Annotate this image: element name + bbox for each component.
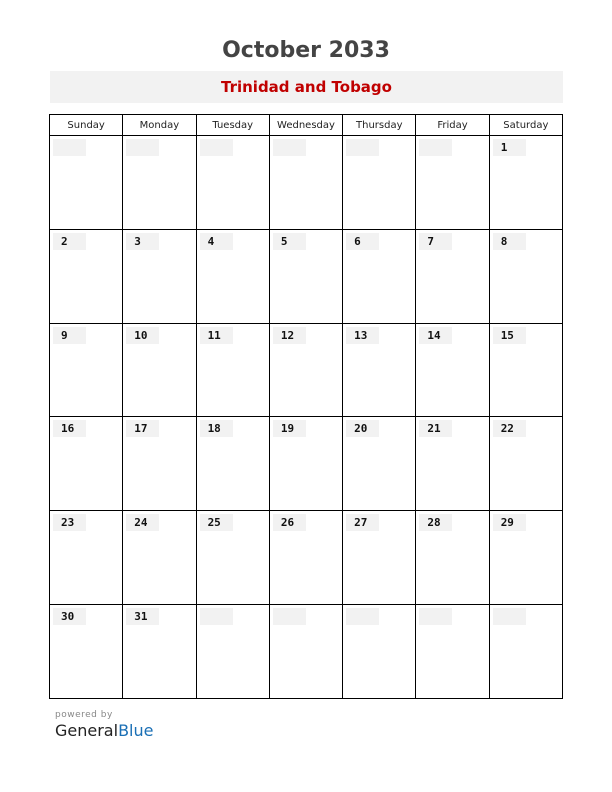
day-cell [196,229,269,323]
day-number: 7 [419,233,452,250]
weekday-sunday: Sunday [50,115,123,136]
day-cell [123,511,196,605]
day-cell [489,229,562,323]
brand-blue: Blue [118,721,154,740]
day-number: 13 [346,327,379,344]
day-cell [489,323,562,417]
calendar-week-row [50,605,563,699]
weekday-friday: Friday [416,115,489,136]
footer [55,710,153,740]
calendar-grid [49,114,563,699]
day-number: 11 [200,327,233,344]
brand-logo [55,721,153,740]
day-cell [196,323,269,417]
day-number: 6 [346,233,379,250]
day-number: 5 [273,233,306,250]
day-number: 4 [200,233,233,250]
day-cell [196,605,269,699]
calendar-week-row [50,323,563,417]
day-number: 22 [493,420,526,437]
country-name: Trinidad and Tobago [221,78,392,96]
country-banner [50,71,563,103]
day-cell [343,511,416,605]
day-cell [196,511,269,605]
day-cell [416,323,489,417]
day-cell [50,417,123,511]
day-cell [50,323,123,417]
day-number [346,139,379,156]
day-number: 9 [53,327,86,344]
day-cell [416,229,489,323]
day-number [493,608,526,625]
calendar-week-row [50,229,563,323]
calendar-week-row [50,417,563,511]
weekday-saturday: Saturday [489,115,562,136]
day-cell [123,417,196,511]
day-number: 27 [346,514,379,531]
day-cell [489,511,562,605]
day-number: 8 [493,233,526,250]
day-number [126,139,159,156]
day-cell [269,511,342,605]
day-number: 10 [126,327,159,344]
day-number: 15 [493,327,526,344]
day-cell [416,417,489,511]
day-cell [489,136,562,230]
day-number: 28 [419,514,452,531]
weekday-monday: Monday [123,115,196,136]
day-cell [416,605,489,699]
day-cell [196,136,269,230]
calendar-title: October 2033 [222,38,390,63]
day-number: 21 [419,420,452,437]
day-number: 24 [126,514,159,531]
day-number [200,139,233,156]
day-cell [489,605,562,699]
calendar-body [50,136,563,699]
day-cell [123,323,196,417]
day-number: 14 [419,327,452,344]
day-cell [269,136,342,230]
day-number [200,608,233,625]
day-number: 19 [273,420,306,437]
day-cell [343,136,416,230]
weekday-tuesday: Tuesday [196,115,269,136]
day-cell [50,229,123,323]
day-cell [123,229,196,323]
day-cell [416,136,489,230]
day-number [419,608,452,625]
day-number [273,608,306,625]
brand-general: General [55,721,119,740]
day-number [53,139,86,156]
day-number: 2 [53,233,86,250]
day-number: 17 [126,420,159,437]
day-number: 29 [493,514,526,531]
day-number: 25 [200,514,233,531]
powered-by-text: powered by [55,710,113,720]
day-cell [343,417,416,511]
day-cell [416,511,489,605]
day-cell [50,136,123,230]
day-number: 3 [126,233,159,250]
day-number: 30 [53,608,86,625]
day-cell [343,605,416,699]
weekday-wednesday: Wednesday [269,115,342,136]
weekday-thursday: Thursday [343,115,416,136]
day-cell [343,323,416,417]
day-number: 26 [273,514,306,531]
day-cell [196,417,269,511]
day-number: 20 [346,420,379,437]
day-cell [269,605,342,699]
day-cell [123,136,196,230]
day-cell [269,323,342,417]
day-number [346,608,379,625]
day-number [419,139,452,156]
day-number: 23 [53,514,86,531]
day-cell [50,511,123,605]
calendar-week-row [50,511,563,605]
weekday-header-row [50,115,563,136]
day-cell [489,417,562,511]
day-number: 1 [493,139,526,156]
day-cell [269,229,342,323]
day-number: 18 [200,420,233,437]
day-cell [123,605,196,699]
day-number [273,139,306,156]
day-cell [343,229,416,323]
day-cell [50,605,123,699]
day-number: 16 [53,420,86,437]
day-number: 31 [126,608,159,625]
day-number: 12 [273,327,306,344]
day-cell [269,417,342,511]
calendar-week-row [50,136,563,230]
